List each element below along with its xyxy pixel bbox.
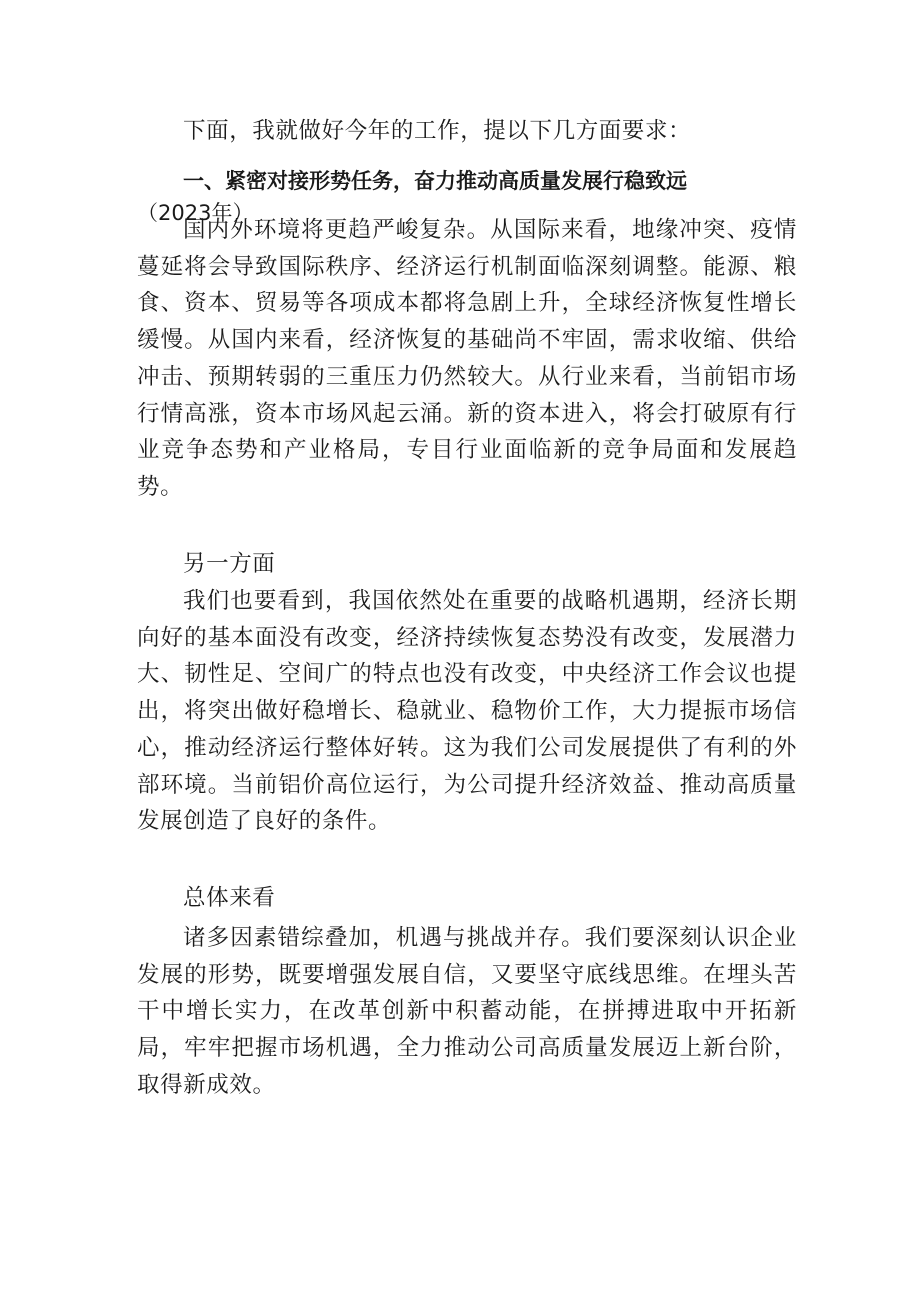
body-paragraph-environment: 国内外环境将更趋严峻复杂。从国际来看，地缘冲突、疫情蔓延将会导致国际秩序、经济运行机制面临深刻调整。能源、粮食、资本、贸易等各项成本都将急剧上升，全球经济恢复性增长缓慢。从国内来看，经济恢复的基础尚不牢固，需求收缩、供给冲击、预期转弱的三重压力仍然较大。从行业来看，当前铝市场行情高涨，资本市场风起云涌。新的资本进入，将会打破原有行业竞争态势和产业格局，专目行业面临新的竞争局面和发展趋势。: [137, 217, 797, 500]
subheading-other-side: 另一方面: [183, 551, 276, 577]
section-heading-title: 一、紧密对接形势任务，奋力推动高质量发展行稳致远: [183, 169, 687, 193]
body-paragraph-conclusion: 诸多因素错综叠加，机遇与挑战并存。我们要深刻认识企业发展的形势，既要增强发展自信，又要坚守底线思维。在埋头苦干中增长实力，在改革创新中积蓄动能，在拼搏进取中开拓新局，牢牢把握市场机遇，全力推动公司高质量发展迈上新台阶，取得新成效。: [137, 925, 797, 1098]
body-paragraph-opportunities: 我们也要看到，我国依然处在重要的战略机遇期，经济长期向好的基本面没有改变，经济持续恢复态势没有改变，发展潜力大、韧性足、空间广的特点也没有改变，中央经济工作会议也提出，将突出做好稳增长、稳就业、稳物价工作，大力提振市场信心，推动经济运行整体好转。这为我们公司发展提供了有利的外部环境。当前铝价高位运行，为公司提升经济效益、推动高质量发展创造了良好的条件。: [137, 588, 797, 835]
section-heading-year: （2023年）: [137, 201, 254, 225]
intro-paragraph: 下面，我就做好今年的工作，提以下几方面要求：: [183, 118, 692, 144]
subheading-overall: 总体来看: [183, 885, 276, 911]
